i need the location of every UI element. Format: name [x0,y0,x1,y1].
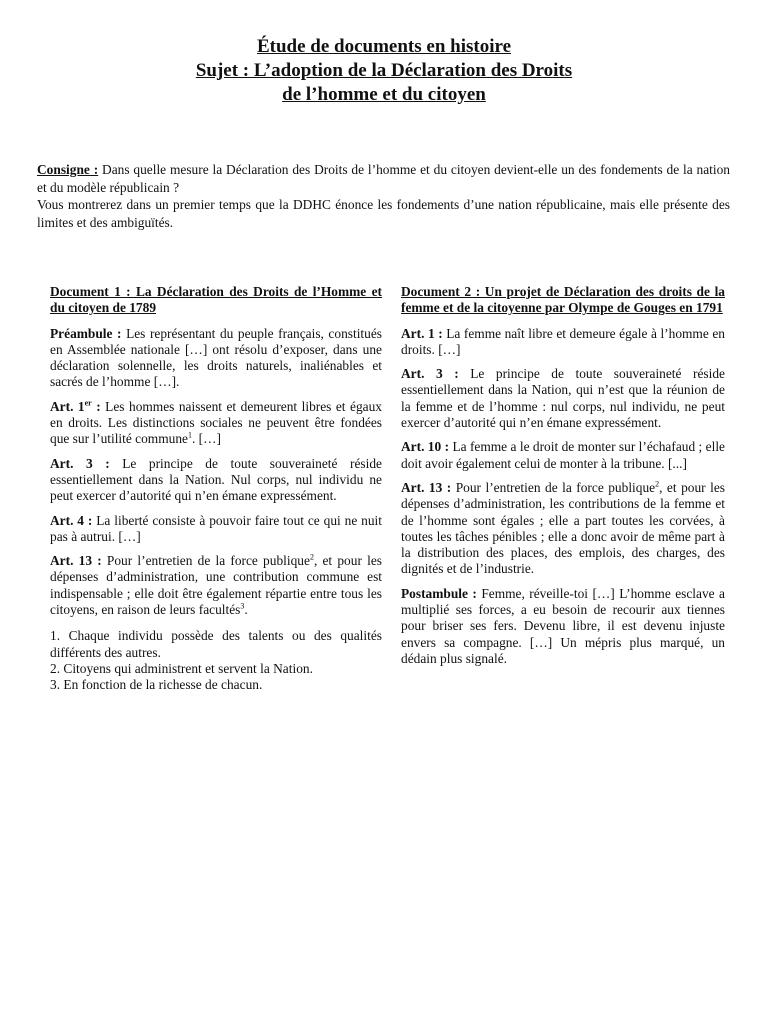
doc1-art-4-label: Art. 4 : [50,512,93,528]
doc1-art-3-label: Art. 3 : [50,455,110,471]
doc1-art-1-end: . […] [191,431,221,447]
doc1-art-13-note-ref-b: 3 [240,601,245,611]
doc1-preambule [50,326,382,391]
doc2-postambule-text: Femme, réveille-toi […] L’homme esclave a multiplié ses forces, a eu besoin de recourir aux tiennes pour briser ses fers. Devenu libre, il est devenu injuste envers sa compagne. […] Un mépris plus marqué, un dédain plus signalé. [401,585,725,666]
consigne-question-paragraph [37,161,730,196]
doc1-art-1-sup: er [84,398,92,408]
consigne-question: Dans quelle mesure la Déclaration des Droits de l’homme et du citoyen devient-elle un des fondements de la nation et du modèle républicain ? [37,162,731,195]
doc2-art-1-text: La femme naît libre et demeure égale à l’homme en droits. […] [401,325,725,357]
doc2-postambule-label: Postambule : [401,585,477,601]
document-1-column [50,284,382,694]
doc1-preambule-label: Préambule : [50,325,122,341]
title-line-1: Étude de documents en histoire [256,36,512,57]
doc2-art-10-text: La femme a le droit de monter sur l’échafaud ; elle doit avoir également celui de monter à la tribune. [...] [401,439,725,471]
title-line-2: Sujet : L’adoption de la Déclaration des Droits [195,60,573,81]
doc1-footnote: 1. Chaque individu possède des talents ou des qualités différents des autres. [50,628,382,660]
doc1-art-1 [50,399,382,448]
doc1-art-13 [50,553,382,618]
doc1-preambule-text: Les représentant du peuple français, constitués en Assemblée nationale […] ont résolu d’exposer, dans une déclaration solennelle, les droits naturels, inaliénables et sacrés de l’homme […]. [50,325,382,390]
doc1-art-4 [50,513,382,546]
doc2-art-10 [401,439,725,472]
doc1-art-4-text: La liberté consiste à pouvoir faire tout ce qui ne nuit pas à autrui. […] [50,512,382,544]
document-2-column [401,284,725,675]
doc2-postambule [401,586,725,667]
doc1-art-3-text: Le principe de toute souveraineté réside essentiellement dans la Nation. Nul corps, nul individu ne peut exercer d’autorité qui n’en émane expressément. [50,455,382,504]
doc2-art-13-label: Art. 13 : [401,479,452,495]
doc1-art-13-text-b: , et pour les dépenses d’administration, une contribution commune est indispensable ; elle doit être également répartie entre tous les citoyens, en raison de leurs facultés [50,553,382,618]
doc2-art-13-text-b: , et pour les dépenses d’administration, les contributions de la femme et de l’homme sont égales ; elle a part toutes les corvées, à toutes les tâches pénibles ; elle a donc avoir de même part à la distribution des places, des emplois, des charges, des dignités et de l’industrie. [401,479,725,577]
doc1-art-3 [50,456,382,505]
doc1-art-1-colon: : [91,398,101,414]
doc2-art-3 [401,366,725,431]
doc1-art-1-label [50,399,101,414]
doc1-art-1-label-text: Art. 1 [50,398,85,414]
doc1-art-13-note-ref-a: 2 [309,552,314,562]
doc2-art-1-label: Art. 1 : [401,325,443,341]
consigne-label: Consigne : [37,162,99,177]
doc2-art-13-note-ref: 2 [655,479,660,489]
doc2-art-13 [401,480,725,578]
doc2-art-3-text: Le principe de toute souveraineté réside essentiellement dans la Nation, qui n’est que la réunion de la femme et de l’homme : nul corps, nul individu, ne peut exercer d’autorité qui n’en émane expressément. [401,366,725,431]
doc2-art-1 [401,326,725,359]
doc1-art-13-end: . [244,602,248,618]
title-line-3: de l’homme et du citoyen [282,84,486,105]
doc1-footnote: 3. En fonction de la richesse de chacun. [50,677,263,693]
doc1-art-13-label: Art. 13 : [50,553,102,569]
document-2-title: Document 2 : Un projet de Déclaration des droits de la femme et de la citoyenne par Olympe de Gouges en 1791 [401,284,725,316]
doc1-footnotes [50,628,382,693]
doc1-art-1-note-ref: 1 [187,430,192,440]
document-1-title: Document 1 : La Déclaration des Droits de l’Homme et du citoyen de 1789 [50,284,382,316]
doc2-art-10-label: Art. 10 : [401,439,450,455]
consigne-instruction: Vous montrerez dans un premier temps que la DDHC énonce les fondements d’une nation républicaine, mais elle présente des limites et des ambiguïtés. [37,197,730,230]
doc1-art-13-text-a: Pour l’entretien de la force publique [106,553,310,569]
page-title [0,35,768,107]
doc1-footnote: 2. Citoyens qui administrent et servent la Nation. [50,660,313,676]
doc2-art-13-text-a: Pour l’entretien de la force publique [455,479,656,495]
doc2-art-3-label: Art. 3 : [401,366,459,382]
consigne-section [37,161,730,231]
doc1-art-1-text: Les hommes naissent et demeurent libres et égaux en droits. Les distinctions sociales ne peuvent être fondées que sur l’utilité commune [50,398,382,447]
